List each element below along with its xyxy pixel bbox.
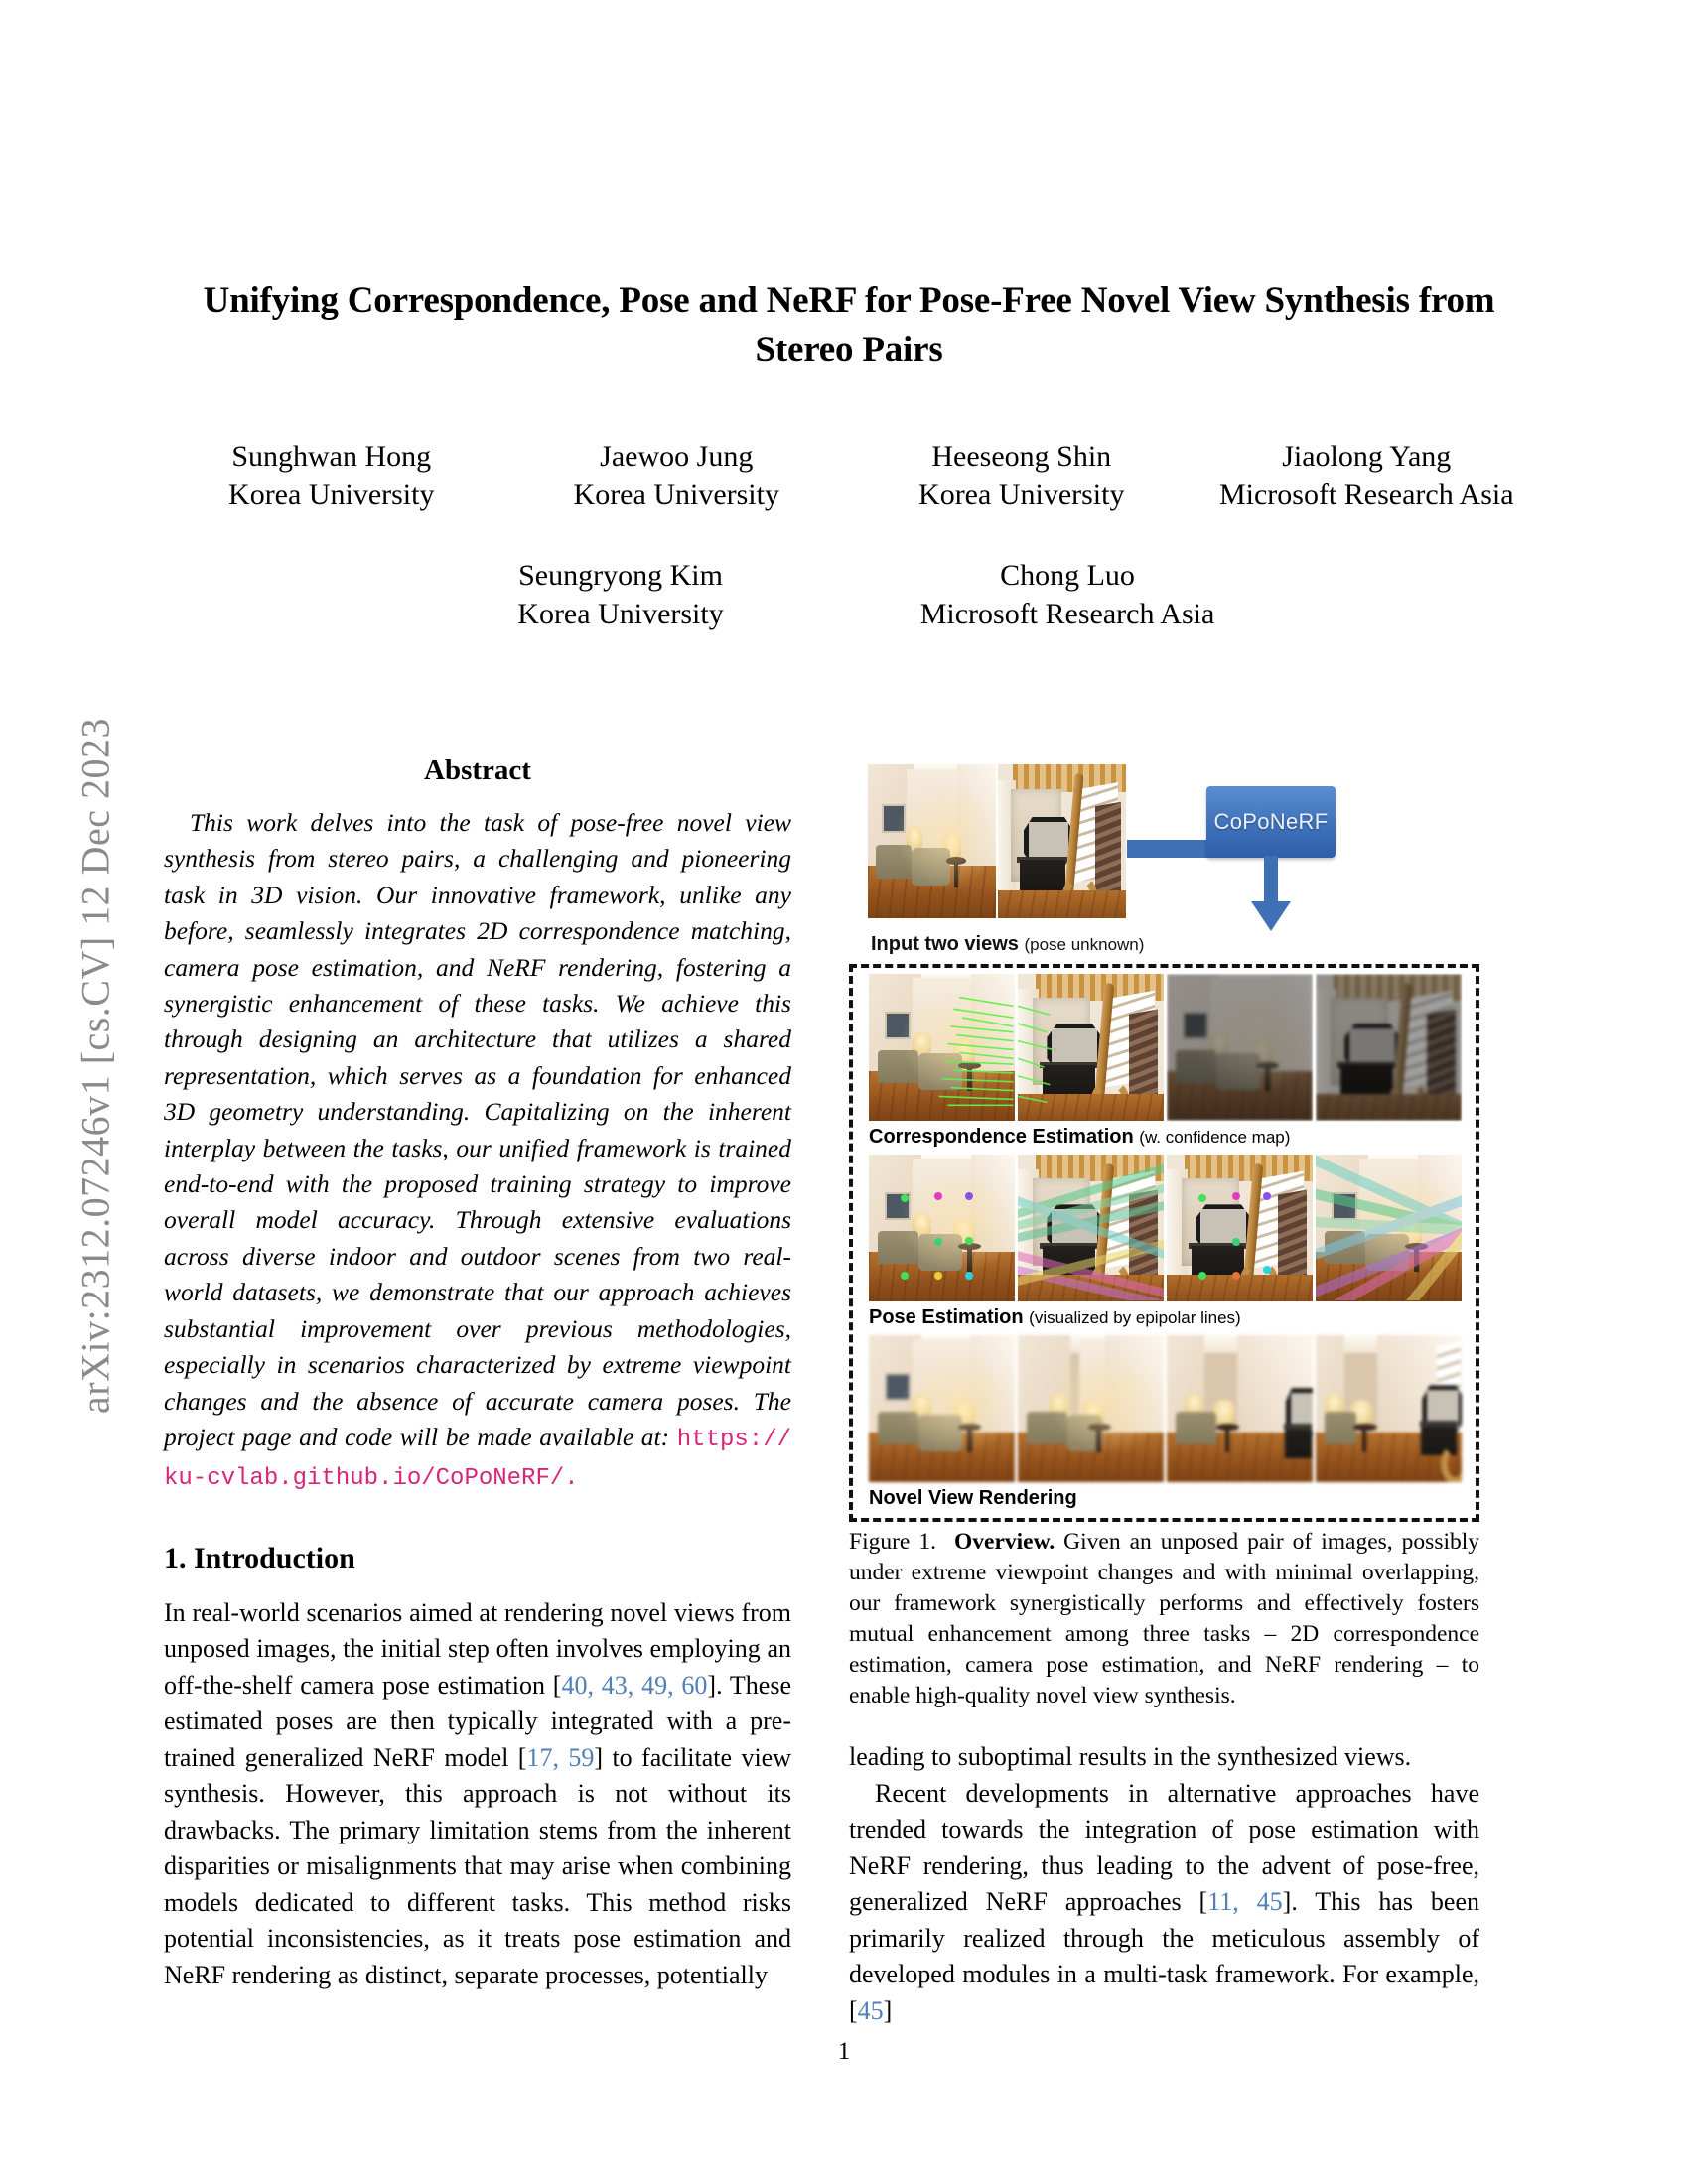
author-entry xyxy=(504,437,850,514)
pose-image-4 xyxy=(1316,1155,1462,1301)
pose-strip xyxy=(853,1155,1476,1301)
page-title: Unifying Correspondence, Pose and NeRF for Pose-Free Novel View Synthesis from Stereo Pairs xyxy=(203,280,1495,370)
abstract-heading: Abstract xyxy=(424,754,531,786)
novel-view-strip xyxy=(853,1335,1476,1482)
figure-input-row xyxy=(849,756,1479,927)
novel-view-4 xyxy=(1316,1335,1462,1482)
citation-ref[interactable]: 11, 45 xyxy=(1207,1887,1283,1916)
authors-row-primary xyxy=(159,437,1539,514)
author-affiliation: Microsoft Research Asia xyxy=(919,598,1215,630)
input-views-caption xyxy=(849,927,1479,962)
novel-view-rendering-label xyxy=(853,1482,1476,1516)
figure-number: Figure 1. xyxy=(849,1529,936,1555)
novel-view-1 xyxy=(869,1335,1015,1482)
stage-2-title: Pose Estimation xyxy=(869,1306,1024,1328)
novel-view-3 xyxy=(1167,1335,1313,1482)
figure-caption-bold: Overview. xyxy=(954,1529,1055,1555)
intro-text-c: ] to facilitate view synthesis. However, this approach is not without its drawbacks. The primary limitation stems from the inherent disparities or misalignments that may arise when combining models dedicated to different tasks. This method risks potential inconsistencies, as it treats pose estimation and NeRF rendering as distinct, separate processes, potentially xyxy=(164,1742,791,1989)
author-name: Chong Luo xyxy=(1000,559,1135,592)
intro-text-a: In real-world scenarios aimed at rendering novel views from unposed images, the initial step often involves employing an off-the-shelf camera pose estimation [ xyxy=(164,1597,791,1700)
input-views-sublabel: (pose unknown) xyxy=(1024,935,1145,954)
confidence-map-2 xyxy=(1316,974,1462,1121)
stage-2-subtitle: (visualized by epipolar lines) xyxy=(1029,1308,1241,1327)
citation-ref[interactable]: 45 xyxy=(857,1995,884,2025)
left-column xyxy=(164,754,791,1993)
correspondence-estimation-label xyxy=(853,1121,1476,1155)
author-entry xyxy=(397,556,844,633)
author-name: Jaewoo Jung xyxy=(600,440,754,473)
input-views-label: Input two views xyxy=(871,933,1019,955)
author-affiliation: Korea University xyxy=(573,478,779,511)
citation-ref[interactable]: 17, 59 xyxy=(526,1742,595,1772)
figure-overview xyxy=(849,756,1479,1522)
pipeline-dashed-region xyxy=(849,964,1479,1522)
pose-image-2 xyxy=(1018,1155,1164,1301)
pose-image-3 xyxy=(1167,1155,1313,1301)
abstract-text: This work delves into the task of pose-free novel view synthesis from stereo pairs, a challenging and pioneering task in 3D vision. Our innovative framework, unlike any before, seamlessly integrates 2D correspondence matching, camera pose estimation, and NeRF rendering, fostering a synergistic enhancement of these tasks. We achieve this through designing an architecture that utilizes a shared representation, which serves as a foundation for enhanced 3D geometry understanding. Capitalizing on the inherent interplay between the tasks, our unified framework is trained end-to-end with the proposed training strategy to improve overall model accuracy. Through extensive evaluations across diverse indoor and outdoor scenes from two real-world datasets, we demonstrate that our approach achieves substantial improvement over previous methodologies, especially in scenarios characterized by extreme viewpoint changes and the absence of accurate camera poses. The project page and code will be made available at: xyxy=(164,808,791,1451)
intro-paragraph-3 xyxy=(849,1776,1479,2030)
figure-caption-text: Given an unposed pair of images, possibly under extreme viewpoint changes and with minimal overlapping, our framework synergistically performs and effectively fosters mutual enhancement among three tasks – 2D correspondence estimation, camera pose estimation, and NeRF rendering – to enable high-quality novel view synthesis. xyxy=(849,1529,1480,1708)
author-affiliation: Korea University xyxy=(228,478,435,511)
introduction-heading: 1. Introduction xyxy=(164,1541,355,1574)
correspondence-image-2 xyxy=(1018,974,1164,1121)
intro-text-e: ]. This has been primarily realized through the meticulous assembly of developed modules in a multi-task framework. For example, [ xyxy=(849,1887,1479,2025)
model-box-label: CoPoNeRF xyxy=(1213,809,1329,834)
confidence-map-1 xyxy=(1167,974,1313,1121)
page-number: 1 xyxy=(837,2038,851,2065)
intro-paragraph-2: leading to suboptimal results in the synthesized views. xyxy=(849,1742,1412,1771)
author-affiliation: Korea University xyxy=(517,598,724,630)
authors-row-secondary xyxy=(397,556,1291,633)
novel-view-2 xyxy=(1018,1335,1164,1482)
intro-text-d: Recent developments in alternative approaches have trended towards the integration of pose estimation with NeRF rendering, thus leading to the advent of pose-free, generalized NeRF approaches [ xyxy=(849,1778,1479,1916)
citation-ref[interactable]: 40, 43, 49, 60 xyxy=(561,1670,708,1700)
input-view-2 xyxy=(998,764,1126,918)
keypoint-marker xyxy=(965,1237,973,1245)
connector-line xyxy=(1127,840,1212,858)
author-name: Jiaolong Yang xyxy=(1282,440,1452,473)
project-page-url[interactable]: https://ku-cvlab.github.io/CoPoNeRF/. xyxy=(164,1426,791,1493)
author-entry xyxy=(844,556,1291,633)
title-block xyxy=(159,276,1539,375)
pose-estimation-label xyxy=(853,1301,1476,1335)
intro-text-b: ]. These estimated poses are then typically integrated with a pre-trained generalized NeRF model [ xyxy=(164,1670,791,1772)
author-entry xyxy=(849,437,1195,514)
stage-1-title: Correspondence Estimation xyxy=(869,1126,1134,1148)
stage-1-subtitle: (w. confidence map) xyxy=(1139,1128,1291,1147)
down-arrow-icon xyxy=(1249,856,1293,933)
author-entry xyxy=(1195,437,1540,514)
intro-text-f: ] xyxy=(883,1995,893,2025)
arxiv-stamp: arXiv:2312.07246v1 [cs.CV] 12 Dec 2023 xyxy=(72,717,118,1415)
author-affiliation: Korea University xyxy=(918,478,1125,511)
intro-paragraph-1 xyxy=(164,1595,791,1994)
author-entry xyxy=(159,437,504,514)
author-name: Seungryong Kim xyxy=(518,559,723,592)
figure-caption xyxy=(849,1527,1479,1711)
abstract-body xyxy=(164,805,791,1498)
model-box xyxy=(1206,786,1336,858)
correspondence-image-1 xyxy=(869,974,1015,1121)
input-view-1 xyxy=(868,764,996,918)
author-name: Heeseong Shin xyxy=(931,440,1112,473)
right-column xyxy=(849,1739,1479,2029)
correspondence-strip xyxy=(853,974,1476,1121)
author-affiliation: Microsoft Research Asia xyxy=(1218,478,1514,511)
author-name: Sunghwan Hong xyxy=(231,440,432,473)
pose-image-1 xyxy=(869,1155,1015,1301)
stage-3-title: Novel View Rendering xyxy=(869,1487,1077,1509)
input-two-views xyxy=(868,764,1126,918)
